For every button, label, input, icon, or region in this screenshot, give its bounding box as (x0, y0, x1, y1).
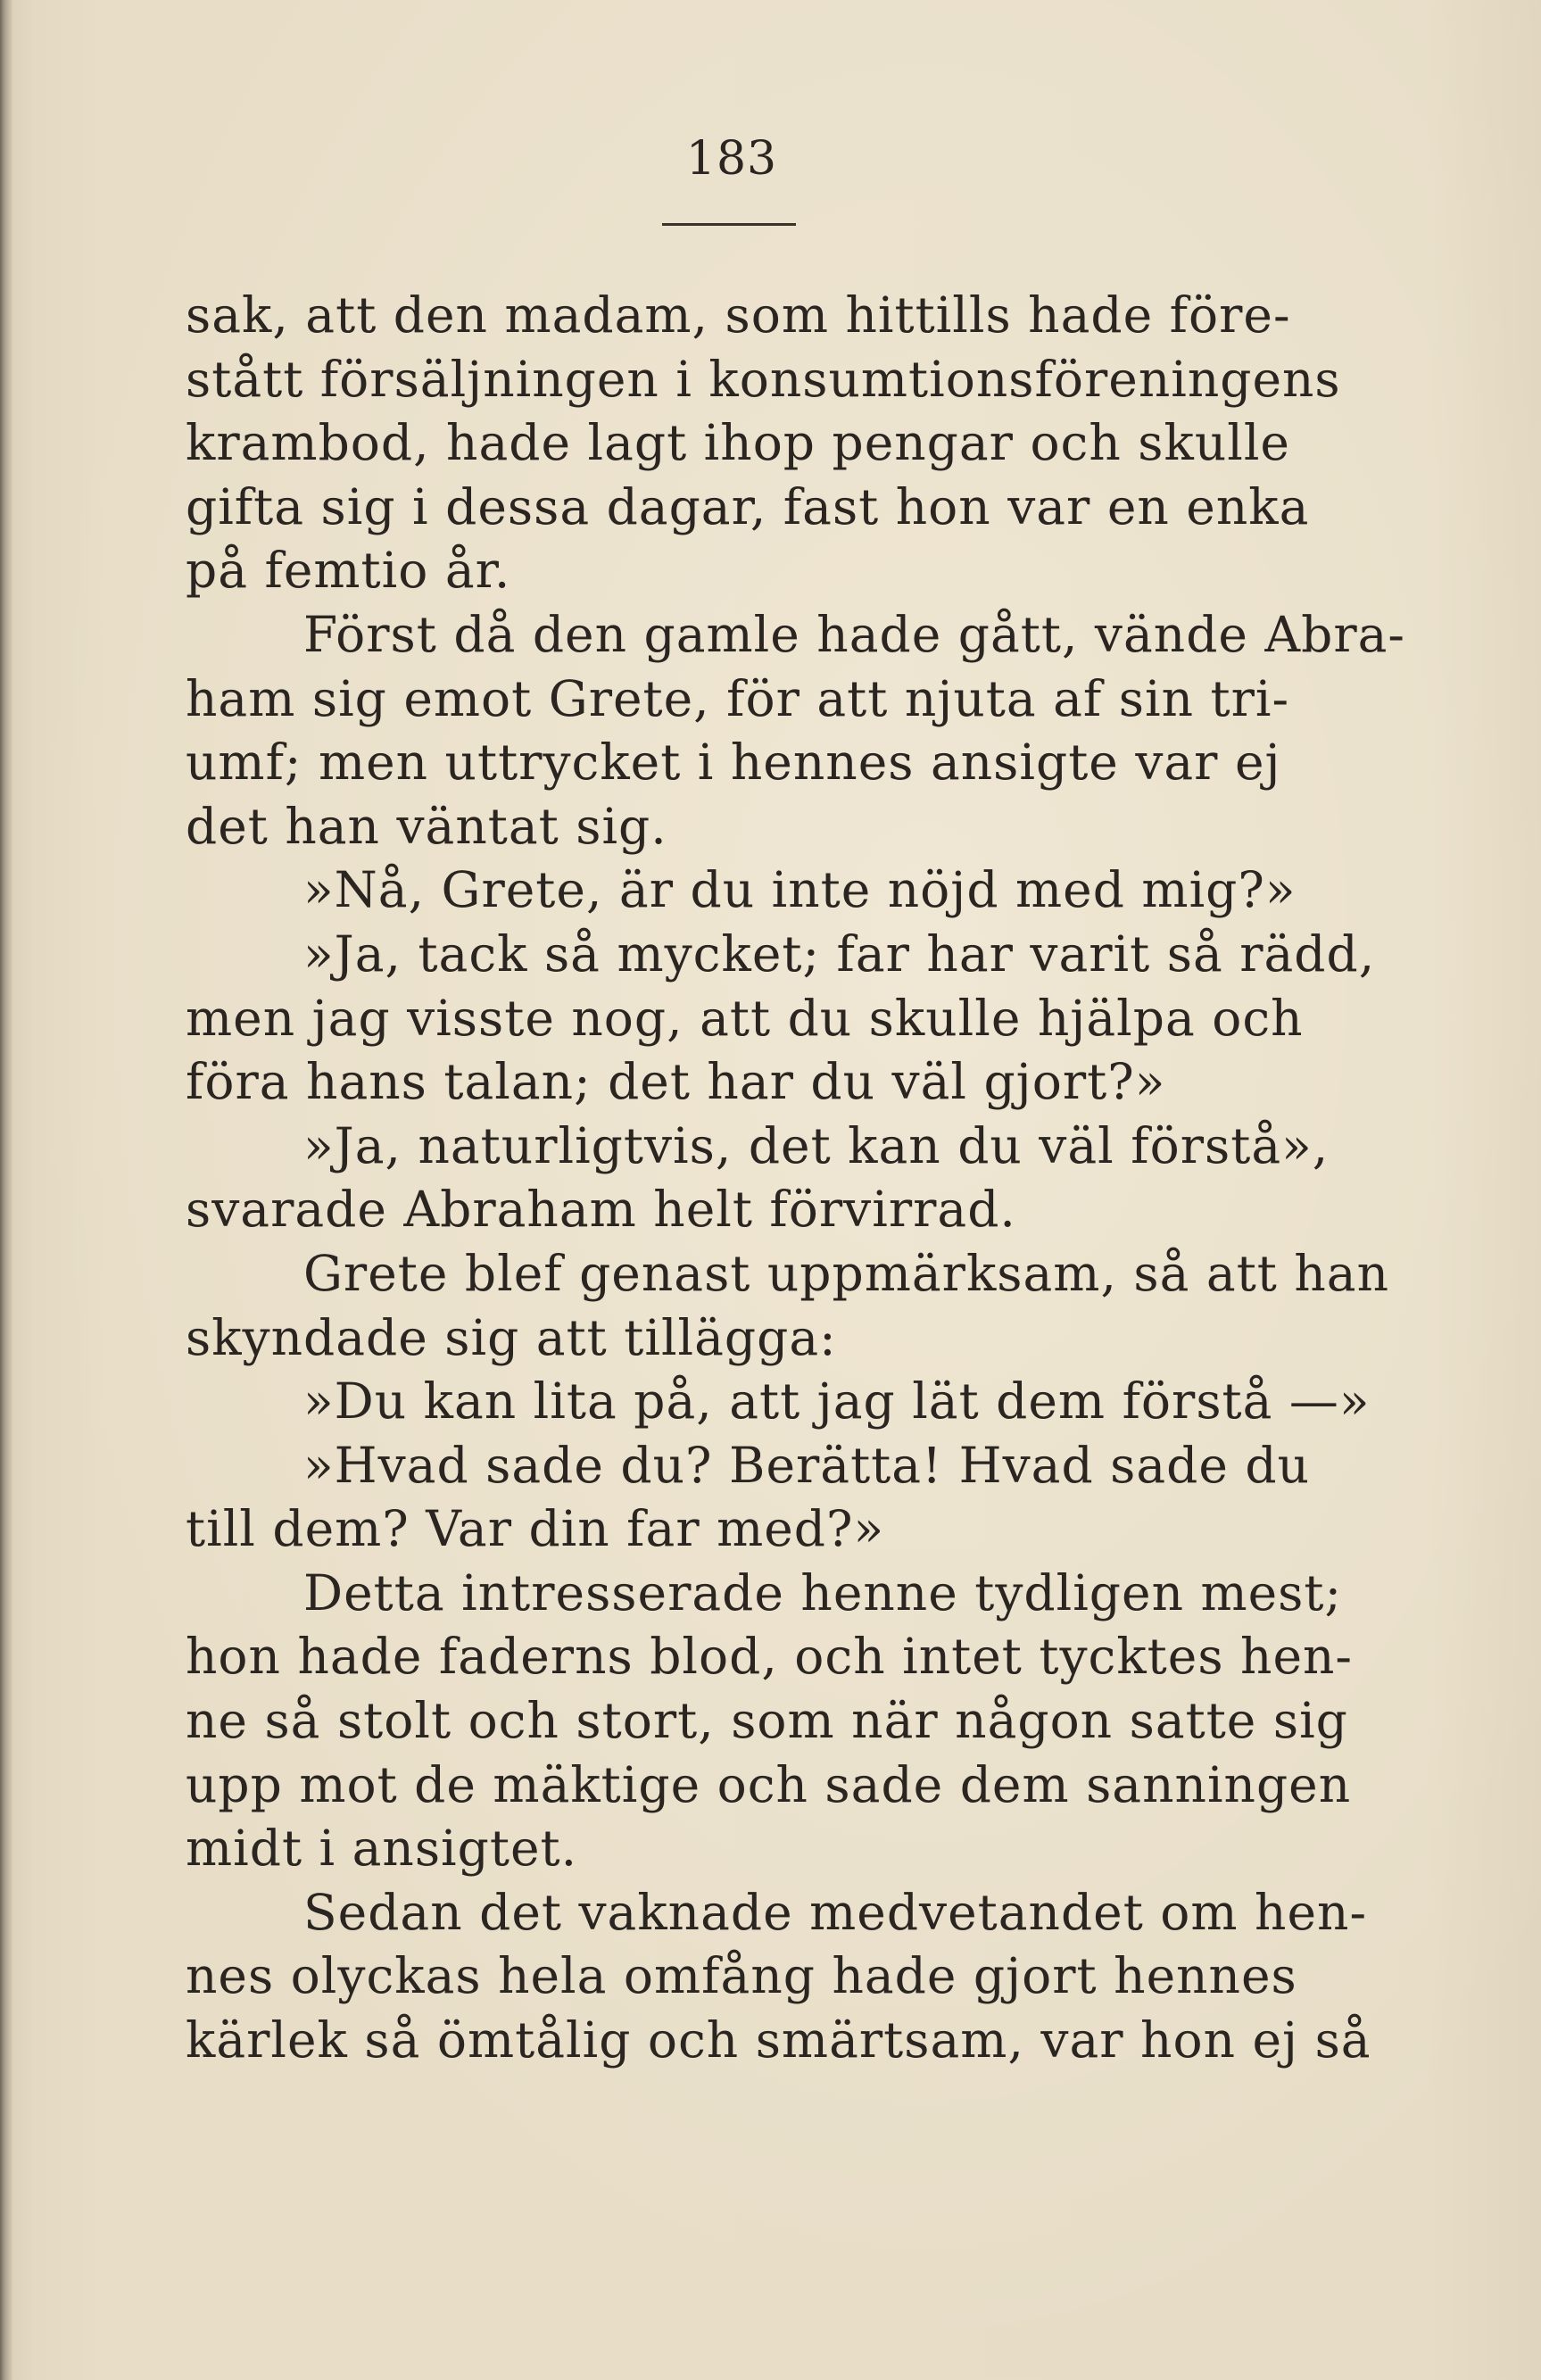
text-line: »Hvad sade du? Berätta! Hvad sade du (303, 1436, 1311, 1494)
header-rule (662, 223, 796, 226)
page-binding-edge (0, 0, 12, 2380)
text-line: skyndade sig att tillägga: (186, 1308, 837, 1366)
text-line: till dem? Var din far med?» (186, 1500, 885, 1558)
text-line: »Ja, naturligtvis, det kan du väl förstå», (303, 1116, 1330, 1174)
text-line: på femtio år. (186, 542, 511, 600)
text-line: »Ja, tack så mycket; far har varit så rädd, (303, 925, 1376, 983)
text-line: det han väntat sig. (186, 797, 667, 855)
text-line: Grete blef genast uppmärksam, så att han (303, 1244, 1390, 1302)
text-line: hon hade faderns blod, och intet tycktes hen- (186, 1628, 1354, 1686)
text-line: krambod, hade lagt ihop pengar och skulle (186, 414, 1290, 472)
text-line: men jag visste nog, att du skulle hjälpa och (186, 989, 1304, 1047)
text-line: »Nå, Grete, är du inte nöjd med mig?» (303, 861, 1297, 919)
text-line: ne så stolt och stort, som när någon satte sig (186, 1692, 1348, 1750)
text-line: gifta sig i dessa dagar, fast hon var en enka (186, 477, 1310, 535)
text-line: Sedan det vaknade medvetandet om hen- (303, 1883, 1368, 1941)
text-line: stått försäljningen i konsumtionsföreningens (186, 350, 1341, 408)
text-line: föra hans talan; det har du väl gjort?» (186, 1053, 1166, 1111)
page-number: 183 (685, 132, 778, 186)
body-text (186, 284, 1406, 2073)
text-line: nes olyckas hela omfång hade gjort hennes (186, 1947, 1297, 2005)
text-line: Detta intresserade henne tydligen mest; (303, 1563, 1343, 1621)
text-line: midt i ansigtet. (186, 1820, 578, 1878)
text-line: »Du kan lita på, att jag lät dem förstå —» (303, 1372, 1371, 1430)
text-line: sak, att den madam, som hittills hade före- (186, 286, 1291, 344)
text-line: kärlek så ömtålig och smärtsam, var hon ej så (186, 2011, 1371, 2069)
text-line: ham sig emot Grete, för att njuta af sin tri- (186, 669, 1290, 727)
text-line: upp mot de mäktige och sade dem sanningen (186, 1755, 1352, 1813)
text-line: Först då den gamle hade gått, vände Abra- (303, 605, 1406, 663)
text-line: svarade Abraham helt förvirrad. (186, 1181, 1016, 1239)
text-line: umf; men uttrycket i hennes ansigte var ej (186, 734, 1281, 792)
